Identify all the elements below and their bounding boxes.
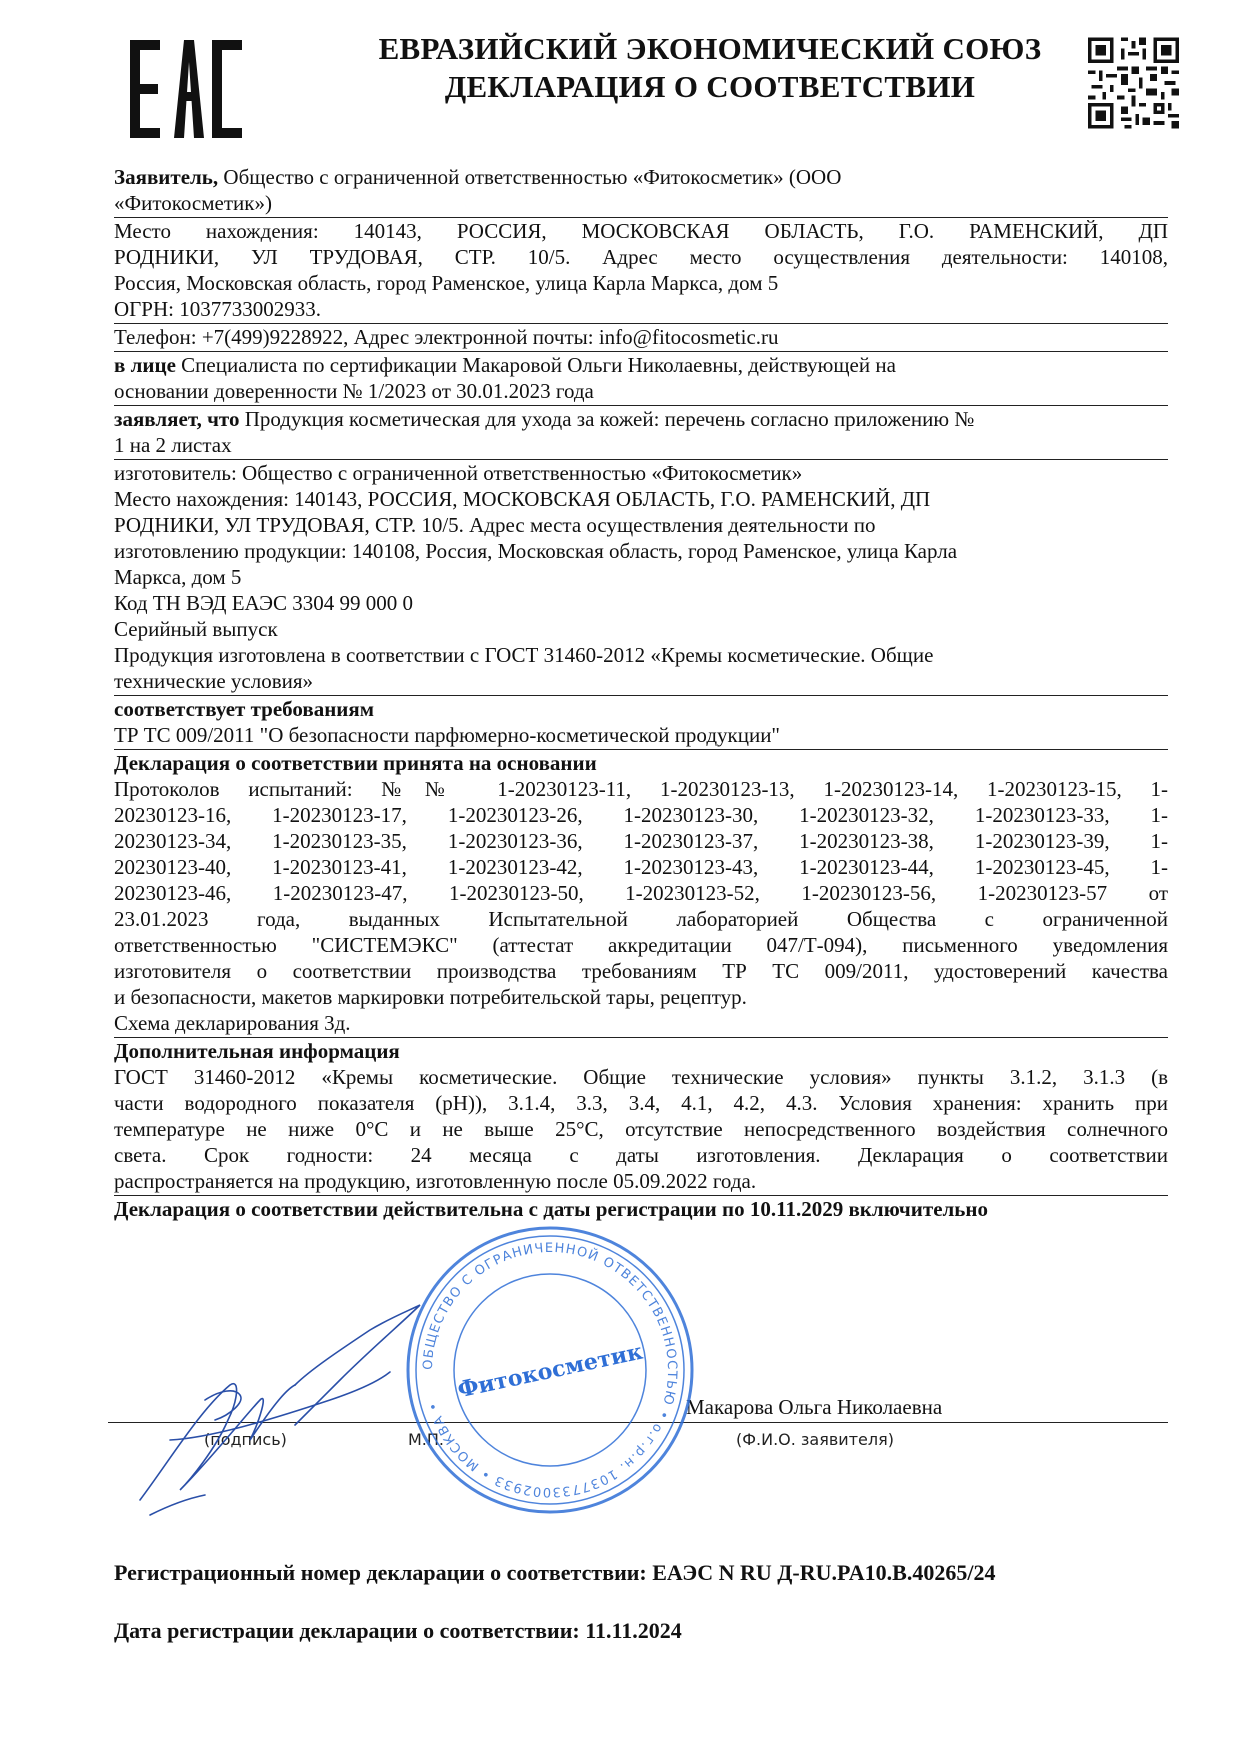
signer-name: Макарова Ольга Николаевна — [686, 1395, 943, 1419]
additional-line-1: ГОСТ 31460-2012 «Кремы косметические. Общие технические условия» пункты 3.1.2, 3.1.3 (в — [114, 1065, 1168, 1089]
applicant-name: Общество с ограниченной ответственностью «Фитокосметик» (ООО — [218, 165, 842, 189]
product-description-cont: 1 на 2 листах — [114, 433, 232, 457]
representative-label: в лице — [114, 353, 176, 377]
title-declaration: ДЕКЛАРАЦИЯ О СООТВЕТСТВИИ — [444, 69, 976, 104]
tn-ved-code: Код ТН ВЭД ЕАЭС 3304 99 000 0 — [114, 591, 414, 615]
eac-logo — [130, 40, 242, 138]
applicant-name-cont: «Фитокосметик») — [114, 191, 272, 215]
release-type: Серийный выпуск — [114, 617, 278, 641]
applicant-ogrn: ОГРН: 1037733002933. — [114, 297, 321, 321]
additional-line-5: распространяется на продукцию, изготовленную после 05.09.2022 года. — [114, 1169, 757, 1193]
applicant-address-2: РОДНИКИ, УЛ ТРУДОВАЯ, СТР. 10/5. Адрес место осуществления деятельности: 140108, — [114, 245, 1168, 269]
representative-section — [114, 352, 1168, 406]
applicant-address-3: Россия, Московская область, город Раменское, улица Карла Маркса, дом 5 — [114, 271, 779, 295]
applicant-label: Заявитель, — [114, 165, 219, 189]
manufacturer-address-4: Маркса, дом 5 — [114, 565, 242, 589]
basis-line-8: изготовителя о соответствии производства требованиям ТР ТС 009/2011, удостоверений качества — [114, 959, 1168, 983]
basis-line-3: 20230123-34, 1-20230123-35, 1-20230123-36, 1-20230123-37, 1-20230123-38, 1-20230123-39, 1- — [114, 829, 1168, 853]
stamp-ring-text: ОБЩЕСТВО С ОГРАНИЧЕННОЙ ОТВЕТСТВЕННОСТЬЮ • о.г.р.н. 1037733002933 • МОСКВА • — [420, 1240, 680, 1500]
stamp-center-text: Фитокосметик — [455, 1338, 646, 1404]
requirements-label: соответствует требованиям — [114, 697, 375, 721]
additional-info-label: Дополнительная информация — [114, 1039, 400, 1063]
basis-line-2: 20230123-16, 1-20230123-17, 1-20230123-26, 1-20230123-30, 1-20230123-32, 1-20230123-33, 1- — [114, 803, 1168, 827]
manufacturer-address-2: РОДНИКИ, УЛ ТРУДОВАЯ, СТР. 10/5. Адрес места осуществления деятельности по — [114, 513, 876, 537]
validity-statement: Декларация о соответствии действительна с даты регистрации по 10.11.2029 включительно — [114, 1195, 1168, 1222]
applicant-section — [114, 164, 1168, 218]
applicant-contacts: Телефон: +7(499)9228922, Адрес электронной почты: info@fitocosmetic.ru — [114, 325, 779, 349]
basis-label: Декларация о соответствии принята на основании — [114, 751, 597, 775]
gost-statement-cont: технические условия» — [114, 669, 314, 693]
declaration-scheme: Схема декларирования 3д. — [114, 1011, 351, 1035]
basis-line-1: Протоколов испытаний: №№ 1-20230123-11, 1-20230123-13, 1-20230123-14, 1-20230123-15, 1- — [114, 777, 1168, 801]
document-title — [340, 30, 1080, 106]
basis-line-6: 23.01.2023 года, выданных Испытательной лабораторией Общества с ограниченной — [114, 907, 1168, 931]
applicant-contacts-section — [114, 324, 1168, 352]
additional-info-section — [114, 1038, 1168, 1195]
basis-line-7: ответственностью "СИСТЕМЭКС" (аттестат аккредитации 047/Т-094), письменного уведомления — [114, 933, 1168, 957]
qr-code-icon — [1088, 36, 1179, 130]
requirements-section — [114, 696, 1168, 750]
caption-seal: М.П. — [408, 1430, 445, 1449]
declares-label: заявляет, что — [114, 407, 240, 431]
representative-text: Специалиста по сертификации Макаровой Ольги Николаевны, действующей на — [175, 353, 896, 377]
gost-statement: Продукция изготовлена в соответствии с ГОСТ 31460-2012 «Кремы косметические. Общие — [114, 643, 934, 667]
manufacturer-name: изготовитель: Общество с ограниченной ответственностью «Фитокосметик» — [114, 461, 803, 485]
additional-line-3: температуре не ниже 0°C и не выше 25°C, отсутствие непосредственного воздействия солнечного — [114, 1117, 1168, 1141]
company-stamp — [400, 1220, 700, 1520]
registration-number: Регистрационный номер декларации о соответствии: ЕАЭС N RU Д-RU.PA10.B.40265/24 — [114, 1560, 996, 1585]
requirements-text: ТР ТС 009/2011 "О безопасности парфюмерно-косметической продукции" — [114, 723, 781, 747]
declares-section — [114, 406, 1168, 460]
manufacturer-address-1: Место нахождения: 140143, РОССИЯ, МОСКОВСКАЯ ОБЛАСТЬ, Г.О. РАМЕНСКИЙ, ДП — [114, 487, 931, 511]
basis-section — [114, 750, 1168, 1038]
caption-name: (Ф.И.О. заявителя) — [736, 1430, 894, 1449]
additional-line-2: части водородного показателя (pH)), 3.1.4, 3.3, 3.4, 4.1, 4.2, 4.3. Условия хранения: хранить при — [114, 1091, 1168, 1115]
representative-text-cont: основании доверенности № 1/2023 от 30.01.2023 года — [114, 379, 594, 403]
caption-signature: (подпись) — [204, 1430, 287, 1449]
basis-line-5: 20230123-46, 1-20230123-47, 1-20230123-50, 1-20230123-52, 1-20230123-56, 1-20230123-57 от — [114, 881, 1168, 905]
additional-line-4: света. Срок годности: 24 месяца с даты изготовления. Декларация о соответствии — [114, 1143, 1168, 1167]
applicant-address-1: Место нахождения: 140143, РОССИЯ, МОСКОВСКАЯ ОБЛАСТЬ, Г.О. РАМЕНСКИЙ, ДП — [114, 219, 1168, 243]
manufacturer-address-3: изготовлению продукции: 140108, Россия, Московская область, город Раменское, улица Карла — [114, 539, 958, 563]
basis-line-4: 20230123-40, 1-20230123-41, 1-20230123-42, 1-20230123-43, 1-20230123-44, 1-20230123-45, 1- — [114, 855, 1168, 879]
declaration-body — [114, 164, 1168, 1222]
basis-line-9: и безопасности, макетов маркировки потребительской тары, рецептур. — [114, 985, 747, 1009]
manufacturer-section — [114, 460, 1168, 696]
registration-date: Дата регистрации декларации о соответствии: 11.11.2024 — [114, 1618, 682, 1643]
product-description: Продукция косметическая для ухода за кожей: перечень согласно приложению № — [239, 407, 975, 431]
title-union: ЕВРАЗИЙСКИЙ ЭКОНОМИЧЕСКИЙ СОЮЗ — [378, 31, 1042, 66]
applicant-address-section — [114, 218, 1168, 324]
handwritten-signature — [110, 1290, 440, 1530]
